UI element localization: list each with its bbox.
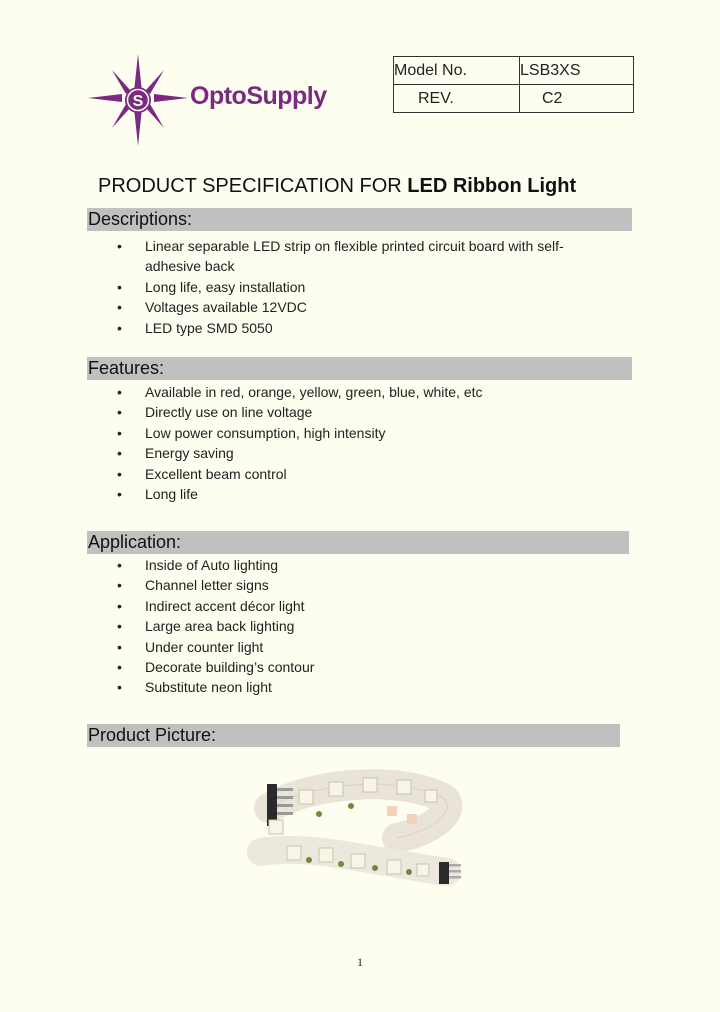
title-prefix: PRODUCT SPECIFICATION FOR [98, 175, 408, 197]
features-list [117, 382, 585, 504]
page-title [98, 175, 576, 198]
list-item: • Under counter light [117, 637, 585, 657]
brand-name: OptoSupply [190, 82, 327, 110]
model-label: Model No. [394, 57, 520, 85]
led-strip-image [247, 768, 467, 896]
list-item: • Long life, easy installation [117, 277, 585, 297]
list-item: • Low power consumption, high intensity [117, 423, 585, 443]
rev-value: C2 [520, 85, 634, 113]
rev-label: REV. [394, 85, 520, 113]
list-item: • Large area back lighting [117, 616, 585, 636]
page-number: 1 [357, 955, 363, 969]
list-item: • Directly use on line voltage [117, 402, 585, 422]
list-item: • Voltages available 12VDC [117, 297, 585, 317]
product-picture-heading: Product Picture: [87, 724, 620, 747]
list-item: • Channel letter signs [117, 575, 585, 595]
model-info-table [393, 56, 634, 113]
title-product: LED Ribbon Light [407, 175, 577, 197]
application-heading: Application: [87, 531, 629, 554]
application-list [117, 555, 585, 698]
list-item: • Substitute neon light [117, 677, 585, 697]
list-item: • Energy saving [117, 443, 585, 463]
descriptions-heading: Descriptions: [87, 208, 632, 231]
list-item: • Excellent beam control [117, 464, 585, 484]
company-logo [86, 52, 356, 148]
list-item: • Decorate building’s contour [117, 657, 585, 677]
svg-text:S: S [132, 93, 144, 110]
list-item: • Linear separable LED strip on flexible printed circuit board with self-adhesive back [117, 236, 585, 277]
list-item: • LED type SMD 5050 [117, 318, 585, 338]
list-item: • Long life [117, 484, 585, 504]
star-emblem-icon [86, 52, 196, 148]
list-item: • Indirect accent décor light [117, 596, 585, 616]
descriptions-list [117, 236, 585, 338]
list-item: • Inside of Auto lighting [117, 555, 585, 575]
features-heading: Features: [87, 357, 632, 380]
list-item: • Available in red, orange, yellow, green, blue, white, etc [117, 382, 585, 402]
model-value: LSB3XS [520, 57, 634, 85]
